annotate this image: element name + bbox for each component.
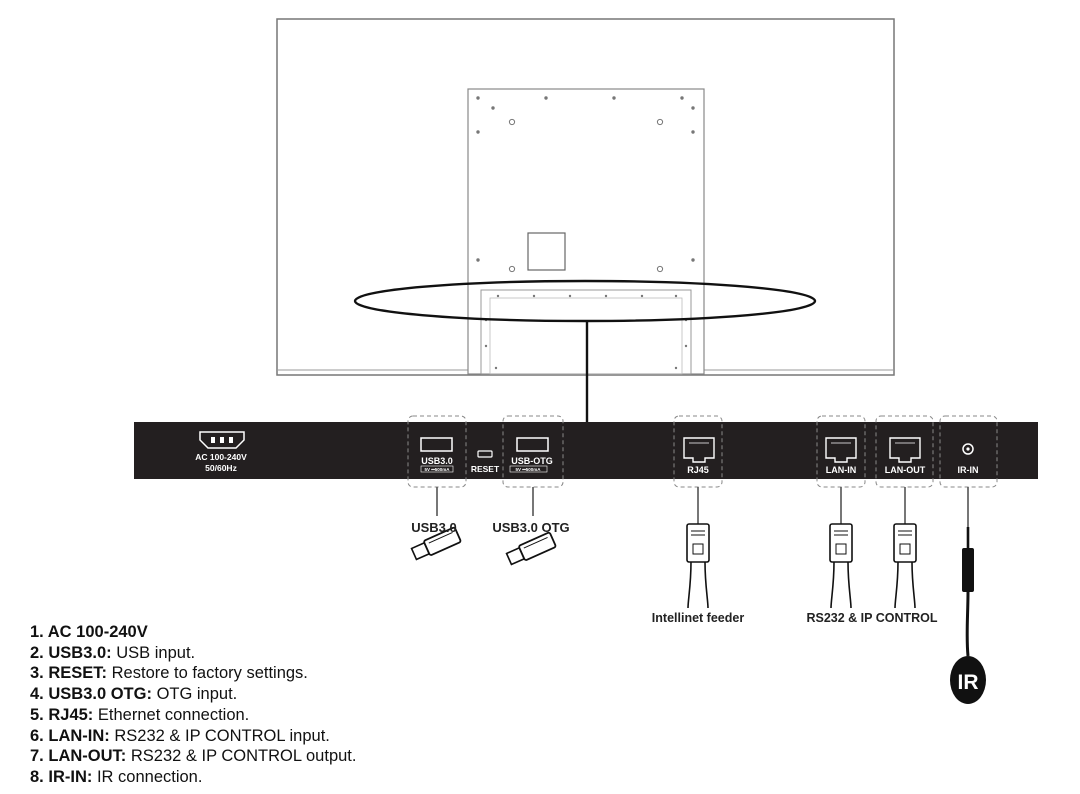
legend-term-text: USB3.0 OTG: [48,685,152,704]
ac-label-line1: AC 100-240V [195,452,247,462]
legend-item [30,622,356,643]
legend-term [30,664,107,682]
legend-number: 6. [30,726,44,745]
legend-number: 8. [30,767,44,786]
usb30-port-rating: 5V ⎓500mA [424,467,450,472]
legend-term [30,623,148,641]
legend-item [30,663,356,684]
ir-badge-text: IR [957,671,979,694]
legend-term-text: LAN-OUT: [48,747,127,766]
legend-number: 1. [30,623,44,641]
legend-description: USB input. [116,643,196,662]
usb30-port-label: USB3.0 [421,456,453,466]
lan-in-port-label: LAN-IN [825,465,857,475]
legend-term-text: USB3.0: [48,643,112,662]
legend-number: 3. [30,664,44,683]
rj45-caption: Intellinet feeder [651,611,745,625]
rj45-plug-icon [687,524,709,608]
legend-term [30,747,126,765]
legend-term-text: IR-IN: [48,767,93,786]
legend-description: RS232 & IP CONTROL input. [114,726,330,745]
ir-in-port-label: IR-IN [957,465,979,475]
lan-caption: RS232 & IP CONTROL [806,611,938,625]
legend-description: Restore to factory settings. [111,664,308,683]
usb-otg-port-rating: 5V ⎓500mA [515,467,541,472]
legend-number: 4. [30,685,44,704]
legend-term-text: AC 100-240V [47,623,148,641]
legend-description: Ethernet connection. [97,705,250,724]
legend-term [30,768,92,786]
legend-term-text: RESET: [48,664,108,683]
legend-number: 5. [30,705,44,724]
usb30-caption: USB3.0 [411,520,457,535]
ac-label-line2: 50/60Hz [205,463,237,473]
legend-description: OTG input. [156,685,238,704]
legend-term [30,727,110,745]
legend-description: RS232 & IP CONTROL output. [130,747,357,766]
legend-item [30,705,356,726]
legend-number: 7. [30,747,44,766]
legend-number: 2. [30,643,44,662]
legend-term [30,644,112,662]
legend-item [30,726,356,747]
legend-item [30,643,356,664]
lan-in-plug-icon [830,524,852,608]
legend-term [30,685,152,703]
legend-description: IR connection. [96,767,203,786]
usb-otg-caption: USB3.0 OTG [492,520,570,535]
legend-item [30,767,356,788]
legend-item [30,684,356,705]
legend-term-text: RJ45: [48,705,94,724]
usb-otg-stick-icon [506,532,556,566]
usb-otg-port-label: USB-OTG [511,456,553,466]
lan-out-plug-icon [894,524,916,608]
reset-label: RESET [470,464,500,474]
ir-receiver-icon [950,527,986,704]
legend-item [30,746,356,767]
port-legend [30,622,356,788]
legend-term [30,706,93,724]
rj45-port-label: RJ45 [687,465,709,475]
lan-out-port-label: LAN-OUT [884,465,926,475]
legend-term-text: LAN-IN: [48,726,110,745]
